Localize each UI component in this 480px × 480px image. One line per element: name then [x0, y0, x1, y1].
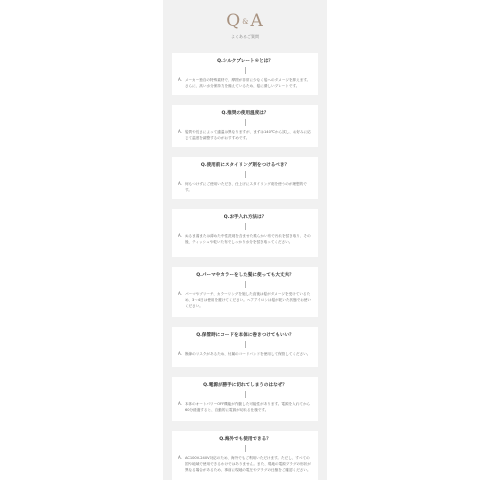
faq-question: Q.海外でも使用できる？: [219, 437, 271, 442]
divider-line: [245, 119, 246, 126]
divider-line: [245, 281, 246, 288]
faq-answer: 本体のオートパワーOFF機能が作動した可能性があります。電源を入れてから60分経過すると、自動的に電源が切れる仕様です。: [184, 402, 311, 412]
faq-card: [172, 327, 318, 367]
answer-mark: A.: [178, 77, 182, 82]
faq-card: [172, 105, 318, 147]
answer-mark: A.: [178, 181, 182, 186]
logo-ampersand: &: [242, 17, 250, 26]
faq-answer: 断線のリスクがあるため、付属のコードバンドを使用して保管してください。: [184, 352, 311, 356]
answer-mark: A.: [178, 291, 182, 296]
faq-card: [172, 431, 318, 480]
faq-question: Q.使用前にスタイリング剤をつけるべき？: [200, 163, 290, 168]
answer-mark: A.: [178, 455, 182, 460]
faq-panel: [163, 0, 327, 480]
faq-answer: AC100V-240V対応のため、海外でもご利用いただけます。ただし、すべての国や地域で使用できるわけではありません。また、現地の電源プラグの形状が異なる場合があるため、事前に現地の電圧やプラグの仕様をご確認ください。: [184, 456, 311, 472]
faq-answer: 何もつけずにご使用いただき、仕上げにスタイリング剤を使うのが理想的です。: [184, 182, 307, 192]
faq-question: Q.パーマやカラーをした髪に使っても大丈夫？: [196, 273, 294, 278]
divider-line: [245, 341, 246, 348]
logo-q: Q: [226, 11, 242, 31]
faq-question: Q.推奨の使用温度は？: [221, 111, 269, 116]
faq-card: [172, 209, 318, 257]
qa-logo: [163, 11, 327, 31]
faq-card: [172, 267, 318, 317]
faq-card: [172, 377, 318, 421]
page-subtitle: よくあるご質問: [231, 34, 259, 39]
logo-a: A: [250, 11, 264, 31]
faq-list: [172, 53, 318, 480]
faq-answer: 髪質や長さによって適温は異なりますが、まずは140℃から試し、お好みに応じて温度を調整するのがおすすめです。: [184, 130, 311, 140]
faq-question: Q.電源が勝手に切れてしまうのはなぜ？: [203, 383, 287, 388]
faq-question: Q.お手入れ方法は？: [223, 215, 267, 220]
faq-question: Q.シルクプレート®とは？: [217, 59, 273, 64]
answer-mark: A.: [178, 129, 182, 134]
faq-card: [172, 157, 318, 199]
divider-line: [245, 223, 246, 230]
faq-question: Q.保管時にコードを本体に巻きつけてもいい？: [196, 333, 294, 338]
divider-line: [245, 67, 246, 74]
divider-line: [245, 445, 246, 452]
faq-answer: メーカー独自の特殊素材で、摩擦が非常に少なく髪へのダメージを抑えます。さらに、高い水分保持力を備えているため、髪に優しいプレートです。: [184, 78, 311, 88]
faq-answer: ぬるま湯または薄めた中性洗剤を含ませた柔らかい布で汚れを拭き取り、その後、ティッシュや乾いた布でしっかり水分を拭き取ってください。: [184, 234, 311, 244]
faq-card: [172, 53, 318, 95]
answer-mark: A.: [178, 401, 182, 406]
faq-answer: パーマやブリーチ、カラーリングを施した直後は髪がダメージを受けているため、3～4日は使用を避けてください。ヘアアイロンは髪が乾いた状態でお使いください。: [184, 292, 312, 308]
divider-line: [245, 171, 246, 178]
answer-mark: A.: [178, 351, 182, 356]
divider-line: [245, 391, 246, 398]
answer-mark: A.: [178, 233, 182, 238]
